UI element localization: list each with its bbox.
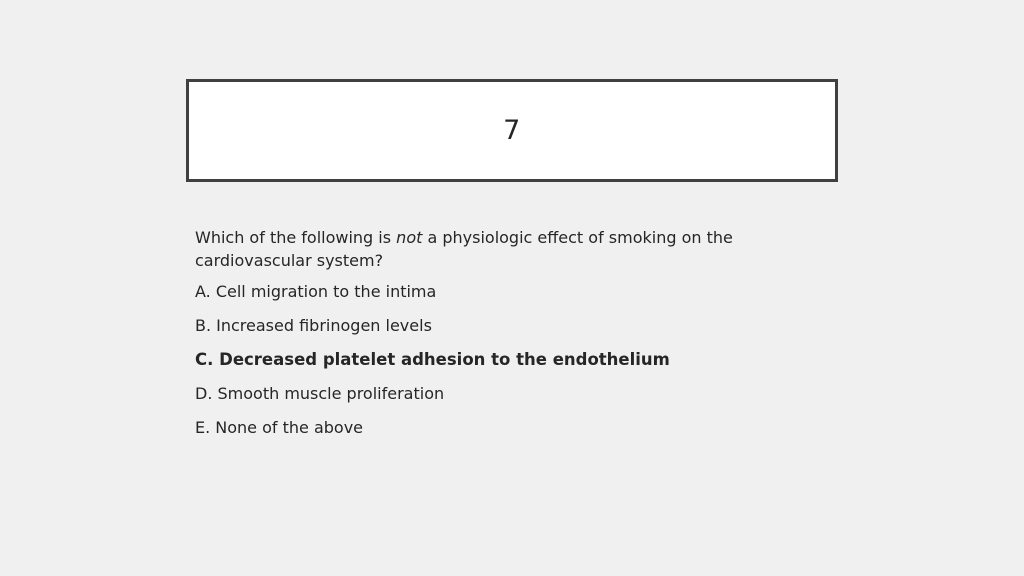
question-emphasis: not (396, 228, 423, 247)
answer-option-b: B. Increased fibrinogen levels (195, 316, 432, 335)
question-text-before: Which of the following is (195, 228, 397, 247)
question-text-after: a physiologic effect of smoking on the cardiovascular system? (195, 228, 733, 270)
answer-option-c: C. Decreased platelet adhesion to the endothelium (195, 350, 670, 369)
answer-option-e: E. None of the above (195, 418, 364, 437)
question-content (195, 226, 755, 451)
question-text (195, 226, 755, 272)
answer-option-d: D. Smooth muscle proliferation (195, 384, 445, 403)
title-box (186, 79, 838, 182)
answer-option-a: A. Cell migration to the intima (195, 282, 437, 301)
slide-title: 7 (503, 115, 521, 146)
answer-options (195, 281, 755, 439)
